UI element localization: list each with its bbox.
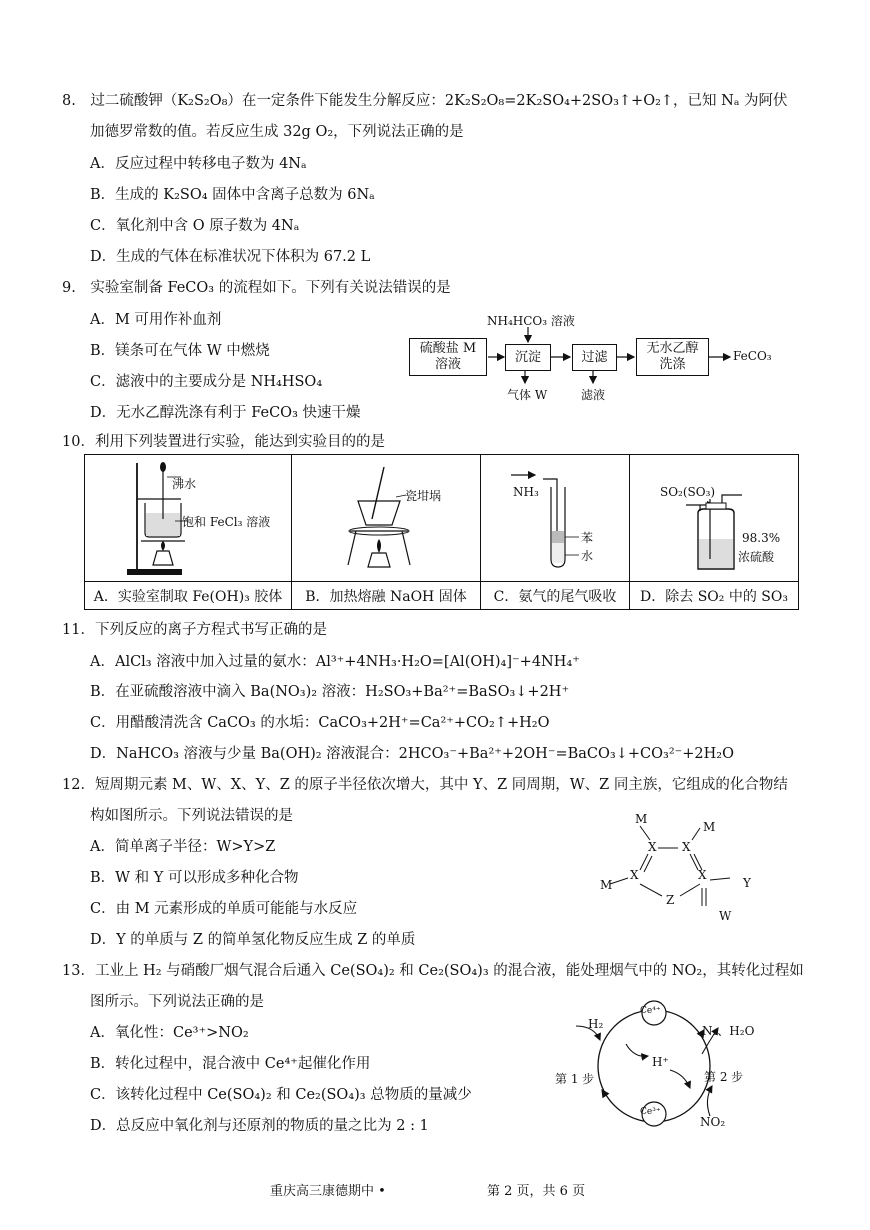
q11-option-d: D．NaHCO₃ 溶液与少量 Ba(OH)₂ 溶液混合：2HCO₃⁻+Ba²⁺+2OH⁻=BaCO₃↓+CO₃²⁻+2H₂O bbox=[90, 746, 735, 762]
apparatus-b-caption: B．加热熔融 NaOH 固体 bbox=[292, 582, 481, 610]
structure-bonds bbox=[590, 808, 770, 928]
q13-option-c: C．该转化过程中 Ce(SO₄)₂ 和 Ce₂(SO₄)₃ 总物质的量减少 bbox=[90, 1087, 472, 1103]
q9-stem: 9. 实验室制备 FeCO₃ 的流程如下。下列有关说法错误的是 bbox=[62, 280, 451, 296]
flow-box2-label: 沉淀 bbox=[514, 349, 541, 365]
footer-page-number: 第 2 页，共 6 页 bbox=[487, 1184, 586, 1199]
label-conc-sulfuric-acid: 浓硫酸 bbox=[738, 550, 775, 564]
flow-box4-line2: 洗涤 bbox=[659, 357, 686, 372]
flow-reagent-label: NH₄HCO₃ 溶液 bbox=[487, 314, 575, 328]
cycle-step1: 第 1 步 bbox=[555, 1072, 595, 1086]
flow-product: FeCO₃ bbox=[733, 349, 772, 363]
atom-x-3: X bbox=[630, 868, 639, 882]
q13-option-a: A．氧化性：Ce³⁺>NO₂ bbox=[90, 1025, 249, 1041]
apparatus-b-drawing bbox=[292, 455, 480, 581]
flow-box-sulfate-solution bbox=[409, 338, 487, 376]
flow-box-filtration bbox=[572, 344, 617, 371]
flow-out-filtrate: 滤液 bbox=[581, 388, 606, 402]
q12-stem-line1: 12．短周期元素 M、W、X、Y、Z 的原子半径依次增大，其中 Y、Z 同周期，W、Z 同主族，它组成的化合物结 bbox=[62, 777, 788, 793]
q8-stem-line1: 8. 过二硫酸钾（K₂S₂O₈）在一定条件下能发生分解反应：2K₂S₂O₈=2K₂SO₄+2SO₃↑+O₂↑，已知 Nₐ 为阿伏 bbox=[62, 93, 788, 109]
q13-stem-line1: 13．工业上 H₂ 与硝酸厂烟气混合后通入 Ce(SO₄)₂ 和 Ce₂(SO₄)₃ 的混合液，能处理烟气中的 NO₂，其转化过程如 bbox=[62, 963, 804, 979]
q11-option-c: C．用醋酸清洗含 CaCO₃ 的水垢：CaCO₃+2H⁺=Ca²⁺+CO₂↑+H₂O bbox=[90, 715, 550, 731]
label-concentration: 98.3% bbox=[742, 531, 781, 545]
q12-option-b: B．W 和 Y 可以形成多种化合物 bbox=[90, 870, 299, 886]
flow-box4-line1: 无水乙醇 bbox=[646, 341, 699, 356]
q12-option-a: A．简单离子半径：W>Y>Z bbox=[90, 839, 276, 855]
flow-box1-line1: 硫酸盐 M bbox=[419, 341, 477, 356]
label-fecl3-solution: 饱和 FeCl₃ 溶液 bbox=[182, 515, 271, 529]
flow-box-precipitation bbox=[505, 344, 551, 371]
atom-z: Z bbox=[666, 893, 675, 907]
atom-y: Y bbox=[743, 876, 751, 890]
q11-option-a: A．AlCl₃ 溶液中加入过量的氨水：Al³⁺+4NH₃·H₂O=[Al(OH)₄]⁻+4NH₄⁺ bbox=[90, 654, 580, 670]
cycle-ce4: Ce⁴⁺ bbox=[640, 1006, 661, 1016]
q13-option-b: B．转化过程中，混合液中 Ce⁴⁺起催化作用 bbox=[90, 1056, 371, 1072]
q13-stem-line2: 图所示。下列说法正确的是 bbox=[90, 994, 264, 1010]
cycle-no2: NO₂ bbox=[700, 1115, 726, 1129]
q8-option-d: D．生成的气体在标准状况下体积为 67.2 L bbox=[90, 249, 371, 265]
q8-option-a: A．反应过程中转移电子数为 4Nₐ bbox=[90, 156, 307, 172]
q9-option-a: A．M 可用作补血剂 bbox=[90, 312, 222, 328]
flow-box3-label: 过滤 bbox=[581, 349, 608, 365]
cycle-h2: H₂ bbox=[588, 1017, 604, 1031]
apparatus-c-drawing bbox=[481, 455, 629, 581]
flow-out-gas: 气体 W bbox=[507, 388, 548, 402]
q10-stem: 10．利用下列装置进行实验，能达到实验目的的是 bbox=[62, 434, 385, 450]
apparatus-a-cell bbox=[85, 455, 292, 582]
cycle-products: N₂、H₂O bbox=[702, 1024, 755, 1038]
q13-option-d: D．总反应中氧化剂与还原剂的物质的量之比为 2 : 1 bbox=[90, 1118, 429, 1134]
apparatus-d-caption: D．除去 SO₂ 中的 SO₃ bbox=[630, 582, 799, 610]
apparatus-a-caption: A．实验室制取 Fe(OH)₃ 胶体 bbox=[85, 582, 292, 610]
atom-x-2: X bbox=[682, 840, 691, 854]
q12-option-c: C．由 M 元素形成的单质可能能与水反应 bbox=[90, 901, 358, 917]
cycle-hplus: H⁺ bbox=[652, 1055, 669, 1069]
atom-m-left: M bbox=[600, 878, 613, 892]
q9-option-c: C．滤液中的主要成分是 NH₄HSO₄ bbox=[90, 374, 323, 390]
apparatus-b-cell bbox=[292, 455, 481, 582]
q11-stem: 11．下列反应的离子方程式书写正确的是 bbox=[62, 622, 327, 638]
label-so2-so3: SO₂(SO₃) bbox=[660, 485, 716, 499]
flow-box-ethanol-wash bbox=[636, 338, 709, 376]
label-crucible: 瓷坩埚 bbox=[405, 489, 442, 503]
q8-option-b: B．生成的 K₂SO₄ 固体中含离子总数为 6Nₐ bbox=[90, 187, 375, 203]
label-boiling-water: 沸水 bbox=[172, 477, 197, 491]
q10-apparatus-table bbox=[84, 454, 799, 610]
q11-option-b: B．在亚硫酸溶液中滴入 Ba(NO₃)₂ 溶液：H₂SO₃+Ba²⁺=BaSO₃↓+2H⁺ bbox=[90, 684, 570, 700]
q9-option-b: B．镁条可在气体 W 中燃烧 bbox=[90, 343, 270, 359]
label-water: 水 bbox=[581, 549, 594, 563]
footer-exam-name: 重庆高三康德期中 • bbox=[270, 1184, 386, 1199]
atom-x-1: X bbox=[648, 840, 657, 854]
q9-option-d: D．无水乙醇洗涤有利于 FeCO₃ 快速干燥 bbox=[90, 405, 361, 421]
cycle-step2: 第 2 步 bbox=[704, 1070, 744, 1084]
atom-x-4: X bbox=[698, 868, 707, 882]
label-nh3: NH₃ bbox=[513, 485, 539, 499]
cycle-ce3: Ce³⁺ bbox=[640, 1107, 661, 1117]
q8-option-c: C．氧化剂中含 O 原子数为 4Nₐ bbox=[90, 218, 300, 234]
flow-box1-line2: 溶液 bbox=[434, 357, 461, 372]
q12-stem-line2: 构如图所示。下列说法错误的是 bbox=[90, 808, 293, 824]
q12-option-d: D．Y 的单质与 Z 的简单氢化物反应生成 Z 的单质 bbox=[90, 932, 416, 948]
atom-m-top-right: M bbox=[703, 820, 716, 834]
atom-m-top-left: M bbox=[635, 812, 648, 826]
apparatus-c-cell bbox=[481, 455, 630, 582]
q8-stem-line2: 加德罗常数的值。若反应生成 32g O₂，下列说法正确的是 bbox=[90, 124, 464, 140]
label-benzene: 苯 bbox=[581, 531, 594, 545]
apparatus-d-cell bbox=[630, 455, 799, 582]
apparatus-c-caption: C．氨气的尾气吸收 bbox=[481, 582, 630, 610]
atom-w: W bbox=[719, 909, 732, 923]
